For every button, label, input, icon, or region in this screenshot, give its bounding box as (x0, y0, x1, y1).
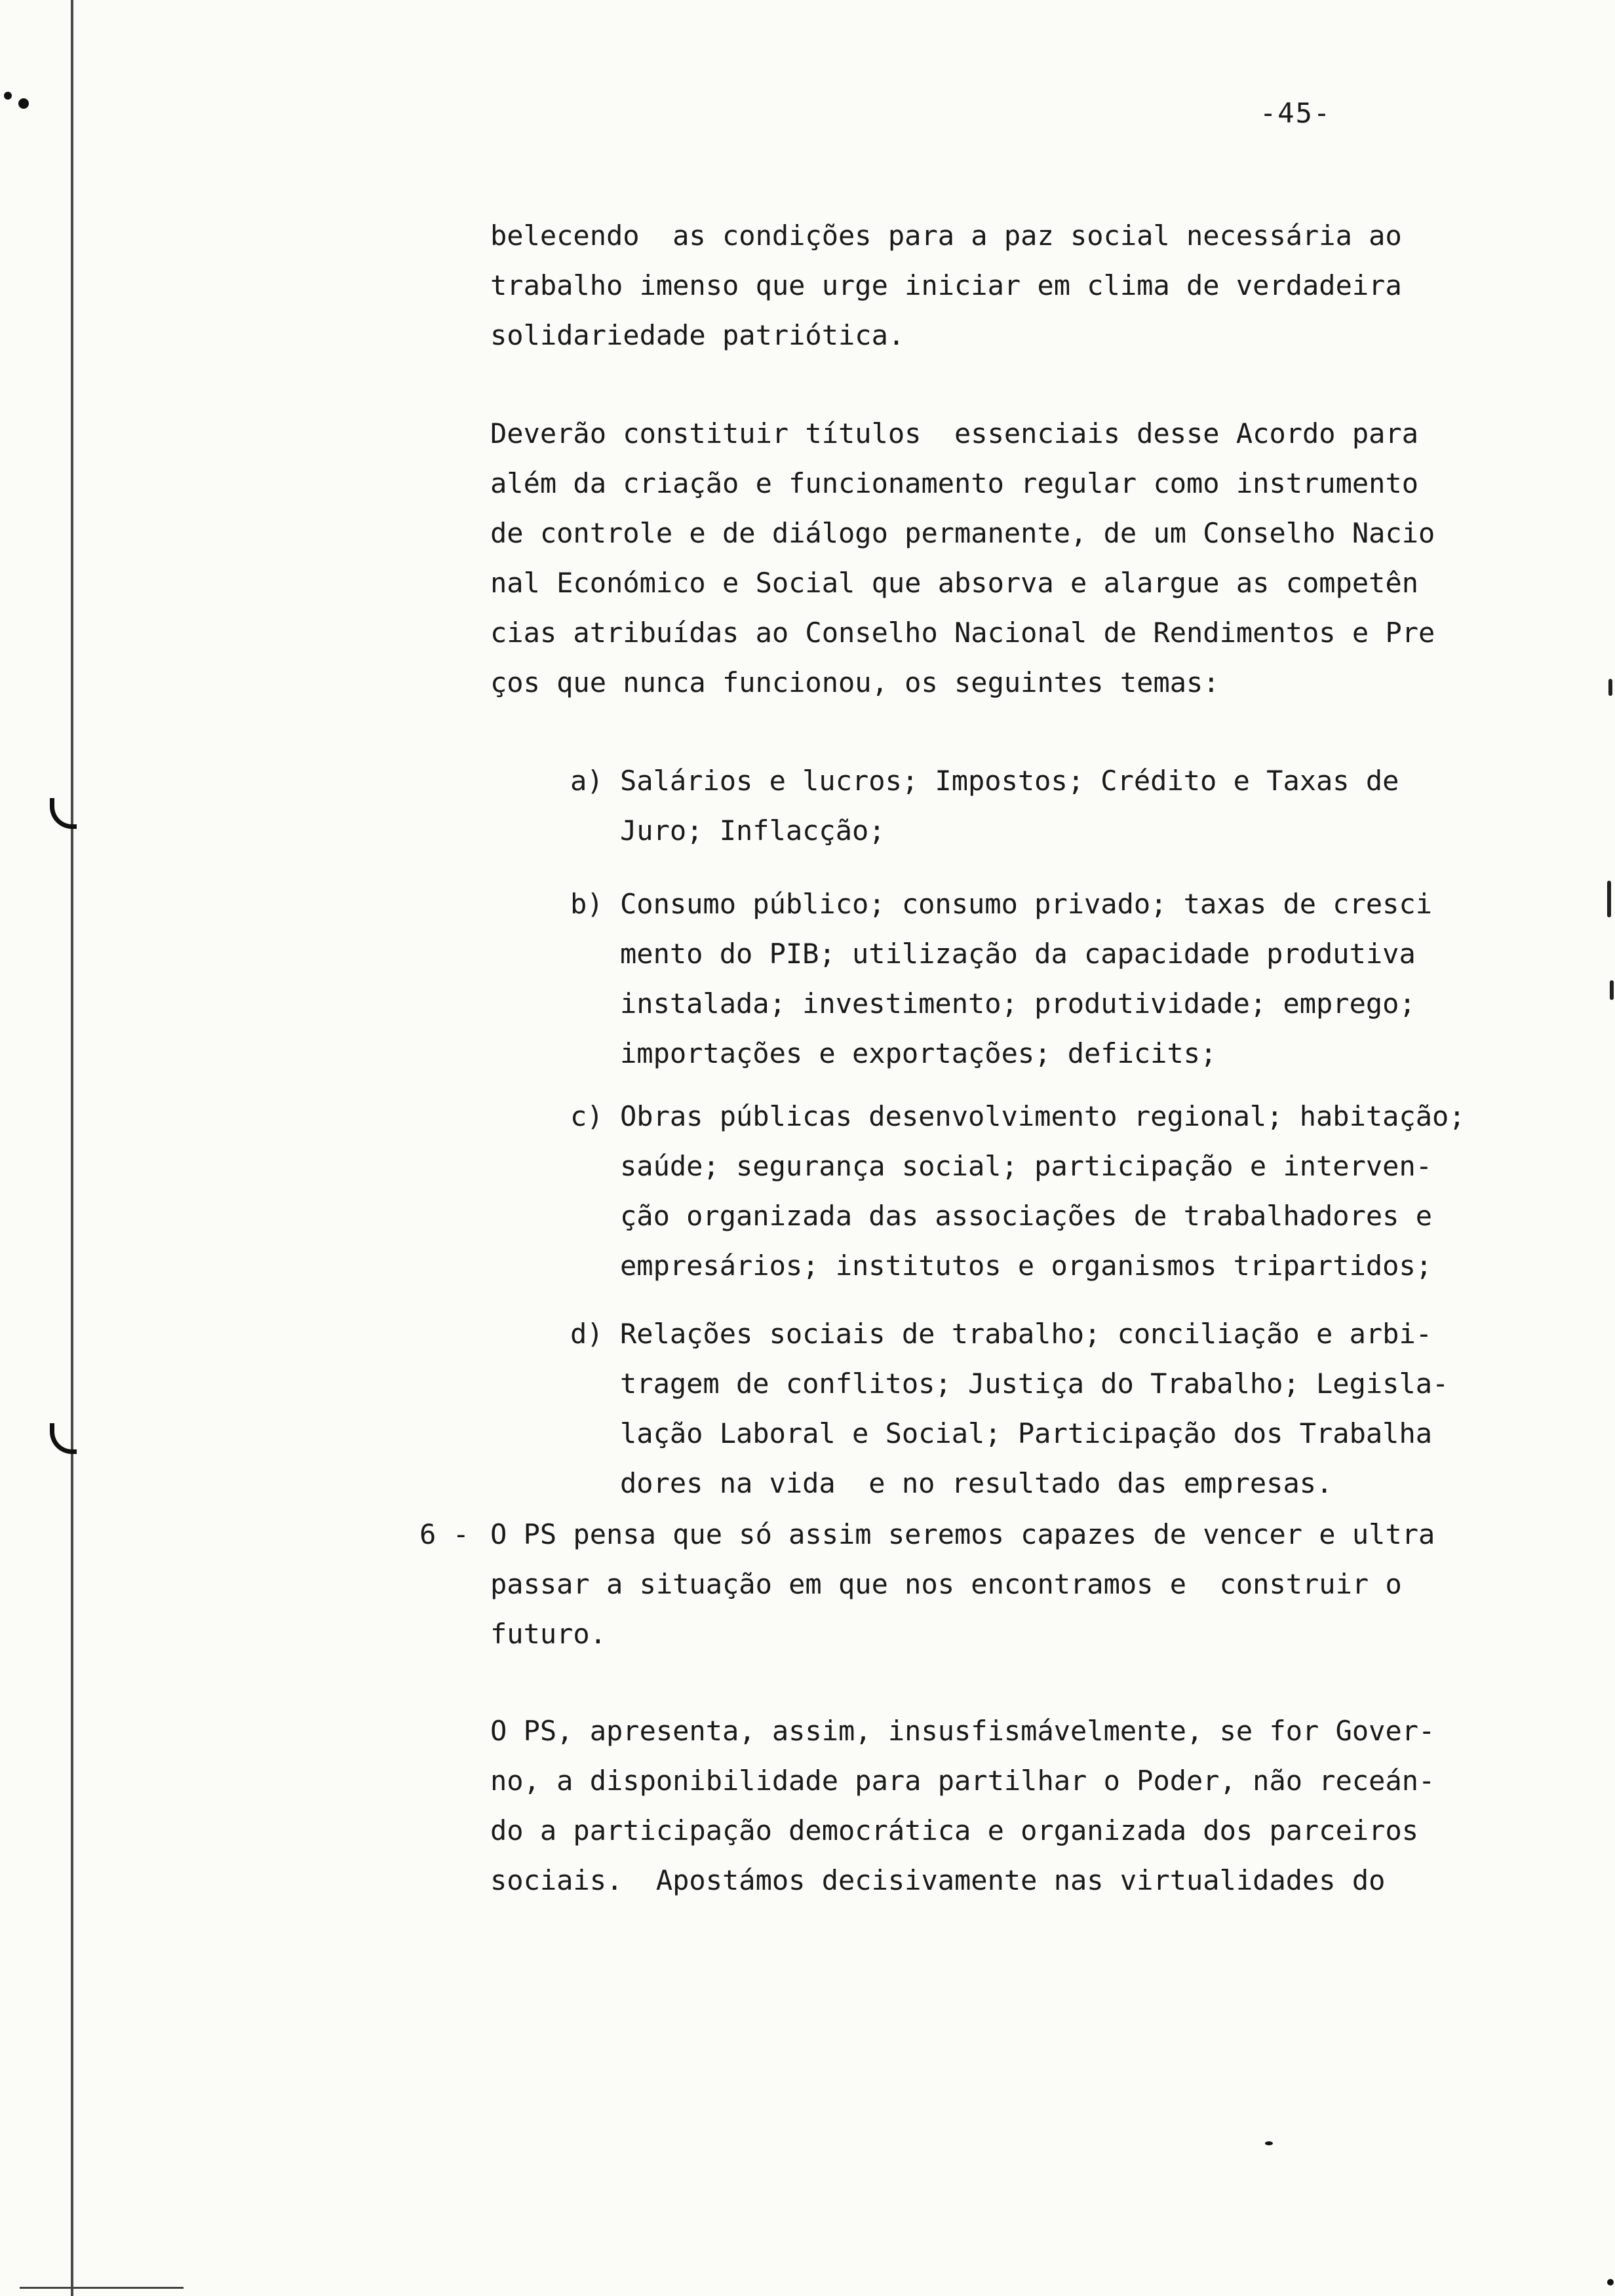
text-line: ços que nunca funcionou, os seguintes temas: (490, 666, 1220, 698)
text-line: cias atribuídas ao Conselho Nacional de Rendimentos e Pre (490, 617, 1435, 649)
edge-mark (1608, 679, 1612, 696)
text-line: tragem de conflitos; Justiça do Trabalho; Legisla- (620, 1368, 1449, 1400)
edge-mark (1607, 881, 1611, 917)
text-line (570, 1309, 1442, 1359)
text-line: instalada; investimento; produtividade; emprego; (620, 987, 1416, 1020)
text-line: dores na vida e no resultado das empresas. (620, 1467, 1333, 1499)
text-line: lação Laboral e Social; Participação dos Trabalha (620, 1417, 1433, 1449)
text-line: O PS, apresenta, assim, insusfismávelmente, se for Gover- (490, 1715, 1435, 1747)
item-text: Obras públicas desenvolvimento regional; habitação; (620, 1100, 1466, 1132)
text-line: além da criação e funcionamento regular como instrumento (490, 467, 1419, 499)
text-line: empresários; institutos e organismos tripartidos; (620, 1250, 1433, 1282)
text-line: Deverão constituir títulos essenciais desse Acordo para (490, 417, 1419, 450)
text-line (570, 1092, 1466, 1141)
item-text: Salários e lucros; Impostos; Crédito e Taxas de (620, 765, 1399, 797)
text-line: solidariedade patriótica. (490, 319, 905, 351)
text-line: mento do PIB; utilização da capacidade produtiva (620, 938, 1416, 970)
item-text: Consumo público; consumo privado; taxas de cresci (620, 888, 1433, 920)
list-marker: b) (570, 888, 604, 920)
edge-mark (1610, 980, 1614, 1000)
margin-rule (71, 0, 73, 2296)
list-item-a (570, 756, 1442, 856)
item-text: Relações sociais de trabalho; conciliação e arbi- (620, 1318, 1433, 1350)
text-line: Juro; Inflacção; (620, 814, 885, 847)
point-text: O PS pensa que só assim seremos capazes de vencer e ultra (490, 1518, 1435, 1550)
numbered-point-6 (419, 1510, 1442, 1659)
scan-speck (1607, 2279, 1614, 2286)
list-marker: c) (570, 1100, 604, 1132)
text-line: de controle e de diálogo permanente, de um Conselho Nacio (490, 517, 1435, 549)
paragraph-3 (490, 1706, 1434, 1905)
text-line (419, 1510, 1442, 1559)
scan-speck (1265, 2141, 1273, 2145)
text-line: trabalho imenso que urge iniciar em clima de verdadeira (490, 269, 1402, 301)
paragraph-1 (490, 211, 1434, 360)
text-line: saúde; segurança social; participação e interven- (620, 1150, 1433, 1182)
list-item-b (570, 879, 1442, 1079)
bottom-rule (20, 2287, 184, 2289)
paragraph-2 (490, 409, 1434, 708)
scan-speck (18, 98, 29, 109)
list-item-c (570, 1092, 1466, 1291)
binding-hook-mark (50, 798, 77, 829)
text-line: do a participação democrática e organizada dos parceiros (490, 1814, 1419, 1846)
text-line: no, a disponibilidade para partilhar o Poder, não receán- (490, 1765, 1435, 1797)
text-line: belecendo as condições para a paz social necessária ao (490, 220, 1402, 252)
text-line: futuro. (490, 1618, 607, 1650)
list-marker: d) (570, 1318, 604, 1350)
binding-hook-mark (50, 1423, 77, 1454)
point-number: 6 - (419, 1518, 469, 1550)
text-line (570, 879, 1442, 929)
text-line: passar a situação em que nos encontramos e construir o (490, 1568, 1402, 1600)
text-line: sociais. Apostámos decisivamente nas virtualidades do (490, 1864, 1386, 1896)
text-line: nal Económico e Social que absorva e alargue as competên (490, 567, 1419, 599)
scan-speck (4, 92, 12, 100)
text-line: ção organizada das associações de trabalhadores e (620, 1200, 1433, 1232)
list-item-d (570, 1309, 1449, 1508)
page-number: -45- (1260, 97, 1332, 129)
text-line: importações e exportações; deficits; (620, 1037, 1217, 1069)
list-marker: a) (570, 765, 604, 797)
text-line (570, 756, 1442, 806)
